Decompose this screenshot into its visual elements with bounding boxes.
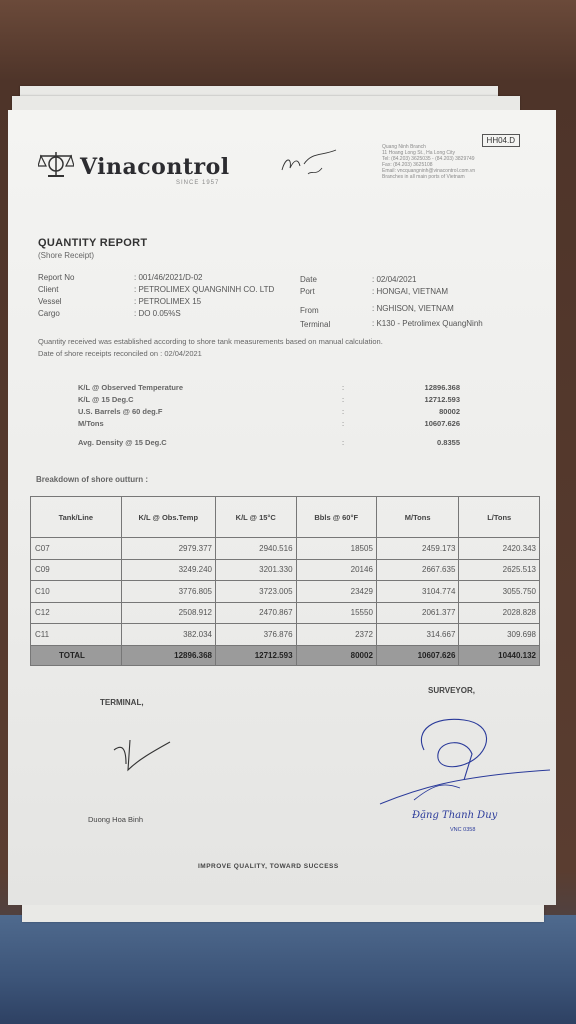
form-code-badge: HH04.D: [482, 134, 520, 147]
quantity-value: 0.8355: [437, 438, 460, 447]
quantity-colon: :: [342, 419, 345, 428]
from-value: : NGHISON, VIETNAM: [372, 304, 454, 313]
quantity-colon: :: [342, 438, 345, 447]
quantity-value: 10607.626: [424, 419, 460, 428]
surveyor-signature-label: SURVEYOR,: [428, 686, 475, 695]
quantity-label: K/L @ Observed Temperature: [78, 383, 183, 392]
table-cell: 3723.005: [215, 581, 296, 603]
date-label: Date: [300, 275, 317, 284]
quantity-value: 12896.368: [424, 383, 460, 392]
table-cell: 2667.635: [376, 559, 459, 581]
table-row: [31, 559, 540, 581]
table-cell: 3104.774: [376, 581, 459, 603]
vessel-label: Vessel: [38, 297, 62, 306]
table-header-row: [31, 497, 540, 538]
intro-text: Quantity received was established according to shore tank measurements based on manual calculation.: [38, 337, 383, 346]
report-no-label: Report No: [38, 273, 75, 282]
tank-cell: C10: [31, 581, 122, 603]
document-page: [8, 110, 556, 905]
client-label: Client: [38, 285, 59, 294]
quantity-label: Avg. Density @ 15 Deg.C: [78, 438, 167, 447]
table-cell: 20146: [296, 559, 376, 581]
total-cell: 12896.368: [121, 645, 215, 665]
terminal-signature-label: TERMINAL,: [100, 698, 144, 707]
table-cell: 2979.377: [121, 538, 215, 560]
table-cell: 3055.750: [459, 581, 540, 603]
report-title: QUANTITY REPORT: [38, 237, 148, 249]
table-cell: 18505: [296, 538, 376, 560]
table-cell: 2061.377: [376, 602, 459, 624]
port-label: Port: [300, 287, 315, 296]
table-cell: 2372: [296, 624, 376, 646]
table-cell: 376.876: [215, 624, 296, 646]
column-header: K/L @ Obs.Temp: [121, 497, 215, 538]
terminal-signature: [108, 730, 178, 780]
table-cell: 2459.173: [376, 538, 459, 560]
client-value: : PETROLIMEX QUANGNINH CO. LTD: [134, 285, 275, 294]
table-cell: 309.698: [459, 624, 540, 646]
vinacontrol-logo-icon: [38, 150, 74, 178]
table-cell: 3249.240: [121, 559, 215, 581]
column-header: Tank/Line: [31, 497, 122, 538]
background-jeans: [0, 915, 576, 1024]
table-cell: 382.034: [121, 624, 215, 646]
terminal-signatory-name: Duong Hoa Binh: [88, 815, 144, 824]
table-cell: 15550: [296, 602, 376, 624]
outturn-table: [30, 496, 540, 666]
quantity-colon: :: [342, 383, 345, 392]
date-value: : 02/04/2021: [372, 275, 417, 284]
table-cell: 2625.513: [459, 559, 540, 581]
table-cell: 2508.912: [121, 602, 215, 624]
reconciled-date-text: Date of shore receipts reconciled on : 02/04/2021: [38, 349, 202, 358]
surveyor-signatory-name: Đặng Thanh Duy: [412, 810, 498, 821]
quantity-label: K/L @ 15 Deg.C: [78, 395, 134, 404]
quantity-value: 80002: [439, 407, 460, 416]
tank-cell: C11: [31, 624, 122, 646]
table-cell: 3201.330: [215, 559, 296, 581]
quantity-colon: :: [342, 395, 345, 404]
table-row: [31, 581, 540, 603]
table-cell: 314.667: [376, 624, 459, 646]
tank-cell: C12: [31, 602, 122, 624]
quantity-label: U.S. Barrels @ 60 deg.F: [78, 407, 163, 416]
terminal-value: : K130 - Petrolimex QuangNinh: [372, 319, 483, 328]
total-cell: 10440.132: [459, 645, 540, 665]
branch-address: Quang Ninh Branch 11 Hoang Long St., Ha Long City Tel: (84.203) 3625035 - (84.203) 3829749 Fax: (84.203) 3625108 Email: vncquangninh@vinacontrol.com.vn Branches in all main ports of Vietnam: [382, 144, 476, 180]
table-cell: 2028.828: [459, 602, 540, 624]
table-row: [31, 538, 540, 560]
company-name: Vinacontrol: [80, 154, 230, 180]
column-header: M/Tons: [376, 497, 459, 538]
total-row: [31, 645, 540, 665]
vessel-value: : PETROLIMEX 15: [134, 297, 202, 306]
table-cell: 2940.516: [215, 538, 296, 560]
total-cell: 12712.593: [215, 645, 296, 665]
total-cell: 80002: [296, 645, 376, 665]
table-cell: 2470.867: [215, 602, 296, 624]
table-cell: 3776.805: [121, 581, 215, 603]
report-subtitle: (Shore Receipt): [38, 251, 95, 260]
terminal-label: Terminal: [300, 320, 331, 329]
report-no-value: : 001/46/2021/D-02: [134, 273, 203, 282]
handwritten-initials: [278, 146, 338, 178]
table-row: [31, 624, 540, 646]
quantity-label: M/Tons: [78, 419, 104, 428]
port-value: : HONGAI, VIETNAM: [372, 287, 449, 296]
surveyor-signature: [374, 710, 554, 810]
cargo-value: : DO 0.05%S: [134, 309, 181, 318]
total-label: TOTAL: [31, 645, 122, 665]
total-cell: 10607.626: [376, 645, 459, 665]
quantity-colon: :: [342, 407, 345, 416]
table-row: [31, 602, 540, 624]
quantity-value: 12712.593: [424, 395, 460, 404]
column-header: L/Tons: [459, 497, 540, 538]
cargo-label: Cargo: [38, 309, 60, 318]
table-cell: 2420.343: [459, 538, 540, 560]
breakdown-title: Breakdown of shore outturn :: [36, 475, 148, 484]
column-header: Bbls @ 60°F: [296, 497, 376, 538]
column-header: K/L @ 15°C: [215, 497, 296, 538]
footer-slogan: IMPROVE QUALITY, TOWARD SUCCESS: [198, 863, 339, 870]
surveyor-code: VNC 0358: [450, 827, 476, 833]
tank-cell: C07: [31, 538, 122, 560]
table-cell: 23429: [296, 581, 376, 603]
tank-cell: C09: [31, 559, 122, 581]
from-label: From: [300, 306, 319, 315]
company-since: SINCE 1957: [176, 180, 220, 186]
